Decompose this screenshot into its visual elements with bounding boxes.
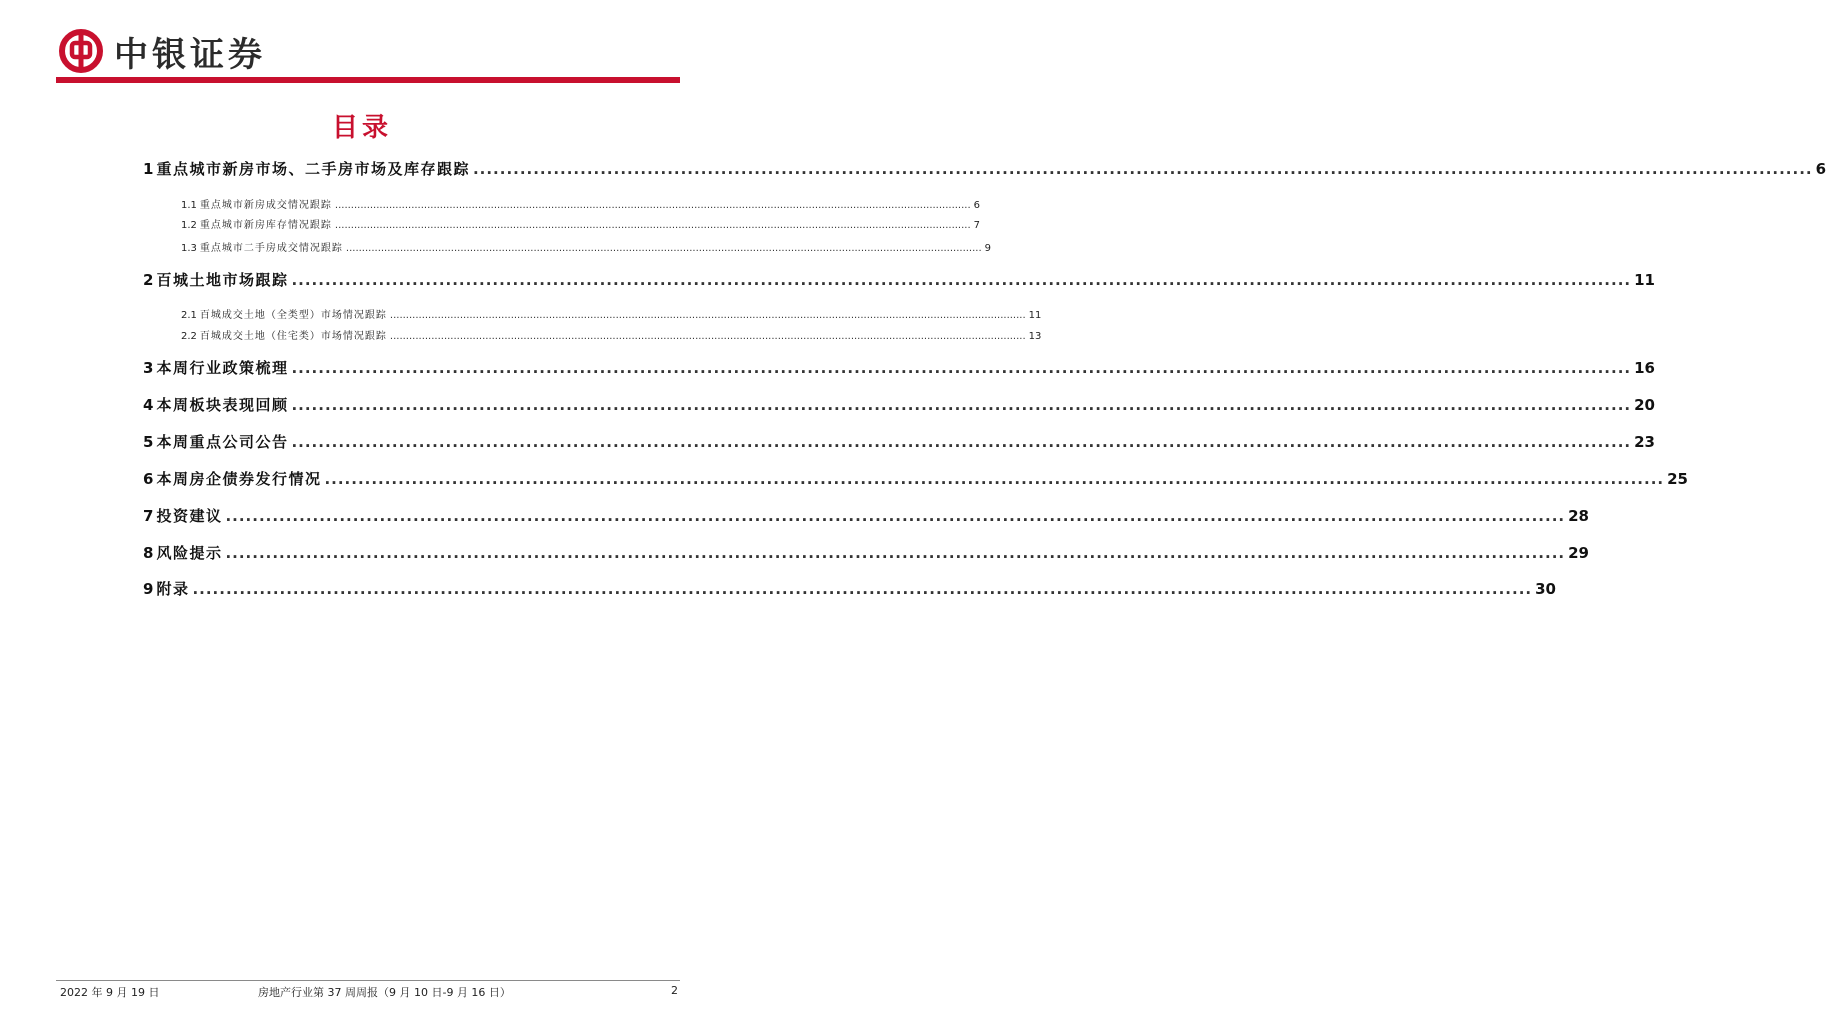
- toc-entry-label: 本周行业政策梳理: [156, 359, 289, 377]
- dot-leader: ........................................................................................................................................................................................................: [324, 470, 1665, 488]
- toc-entry[interactable]: [143, 269, 1655, 290]
- toc-entry-label: 本周房企债券发行情况: [156, 470, 322, 488]
- report-date: 2022 年 9 月 19 日: [60, 986, 160, 999]
- toc-title: 目录: [331, 113, 392, 143]
- toc-entry-number: 1: [143, 160, 154, 178]
- toc-entry-number: 1.1: [181, 200, 197, 211]
- toc-entry[interactable]: [143, 357, 1655, 378]
- toc-entry-label: 本周板块表现回顾: [156, 396, 289, 414]
- dot-leader: ........................................................................................................................................................................................................: [389, 331, 1026, 342]
- toc-entry-page: 7: [973, 220, 981, 231]
- dot-leader: ........................................................................................................................................................................................................: [192, 580, 1533, 598]
- page-footer: [56, 984, 680, 1000]
- dot-leader: ........................................................................................................................................................................................................: [334, 220, 971, 231]
- toc-entry-page: 6: [973, 200, 981, 211]
- toc-entry-label: 附录: [156, 580, 190, 598]
- toc-entry-label: 重点城市二手房成交情况跟踪: [199, 243, 343, 254]
- toc-entry-page: 9: [984, 243, 992, 254]
- toc-entry-page: 28: [1568, 507, 1589, 525]
- toc-subentry[interactable]: [181, 239, 992, 254]
- toc-entry-number: 4: [143, 396, 154, 414]
- dot-leader: ........................................................................................................................................................................................................: [291, 271, 1632, 289]
- toc-entry-page: 6: [1815, 160, 1826, 178]
- toc-entry-number: 6: [143, 470, 154, 488]
- dot-leader: ........................................................................................................................................................................................................: [225, 507, 1566, 525]
- toc-entry[interactable]: [143, 578, 1556, 599]
- toc-entry-number: 8: [143, 544, 154, 562]
- toc-entry-number: 1.3: [181, 243, 197, 254]
- report-title: 房地产行业第 37 周周报（9 月 10 日-9 月 16 日）: [258, 986, 511, 999]
- toc-entry-label: 百城土地市场跟踪: [156, 271, 289, 289]
- brand-name: 中银证券: [114, 34, 266, 75]
- toc-entry[interactable]: [143, 505, 1589, 526]
- toc-entry[interactable]: [143, 394, 1655, 415]
- toc-entry-page: 16: [1634, 359, 1655, 377]
- toc-entry-page: 25: [1667, 470, 1688, 488]
- toc-subentry[interactable]: [181, 196, 981, 211]
- dot-leader: ........................................................................................................................................................................................................: [334, 200, 971, 211]
- toc-entry-page: 11: [1634, 271, 1655, 289]
- dot-leader: ........................................................................................................................................................................................................: [291, 359, 1632, 377]
- dot-leader: ........................................................................................................................................................................................................: [472, 160, 1813, 178]
- dot-leader: ........................................................................................................................................................................................................: [225, 544, 1566, 562]
- toc-entry-label: 投资建议: [156, 507, 223, 525]
- toc-entry-label: 百城成交土地（住宅类）市场情况跟踪: [199, 331, 387, 342]
- toc-entry-label: 百城成交土地（全类型）市场情况跟踪: [199, 310, 387, 321]
- toc-entry-page: 20: [1634, 396, 1655, 414]
- toc-entry[interactable]: [143, 158, 1826, 179]
- toc-entry-number: 2.1: [181, 310, 197, 321]
- bank-of-china-logo-icon: [58, 28, 104, 74]
- toc-entry-number: 3: [143, 359, 154, 377]
- toc-subentry[interactable]: [181, 327, 1042, 342]
- toc-subentry[interactable]: [181, 306, 1042, 321]
- toc-entry-page: 30: [1535, 580, 1556, 598]
- toc-entry-number: 2: [143, 271, 154, 289]
- toc-entry-page: 23: [1634, 433, 1655, 451]
- toc-entry-number: 1.2: [181, 220, 197, 231]
- toc-entry-label: 风险提示: [156, 544, 223, 562]
- page-header: [58, 28, 266, 74]
- dot-leader: ........................................................................................................................................................................................................: [291, 396, 1632, 414]
- toc-entry-page: 29: [1568, 544, 1589, 562]
- toc-entry-number: 5: [143, 433, 154, 451]
- toc-entry-number: 2.2: [181, 331, 197, 342]
- toc-entry[interactable]: [143, 542, 1589, 563]
- toc-entry-page: 11: [1028, 310, 1042, 321]
- toc-entry-label: 本周重点公司公告: [156, 433, 289, 451]
- toc-entry[interactable]: [143, 431, 1655, 452]
- header-divider: [56, 77, 680, 83]
- toc-subentry[interactable]: [181, 216, 981, 231]
- toc-entry-page: 13: [1028, 331, 1042, 342]
- dot-leader: ........................................................................................................................................................................................................: [345, 243, 982, 254]
- page-number: 2: [671, 984, 678, 997]
- footer-divider: [56, 980, 680, 981]
- toc-entry-label: 重点城市新房市场、二手房市场及库存跟踪: [156, 160, 470, 178]
- toc-entry-label: 重点城市新房库存情况跟踪: [199, 220, 332, 231]
- toc-entry-label: 重点城市新房成交情况跟踪: [199, 200, 332, 211]
- dot-leader: ........................................................................................................................................................................................................: [389, 310, 1026, 321]
- dot-leader: ........................................................................................................................................................................................................: [291, 433, 1632, 451]
- toc-entry-number: 7: [143, 507, 154, 525]
- toc-entry[interactable]: [143, 468, 1688, 489]
- toc-entry-number: 9: [143, 580, 154, 598]
